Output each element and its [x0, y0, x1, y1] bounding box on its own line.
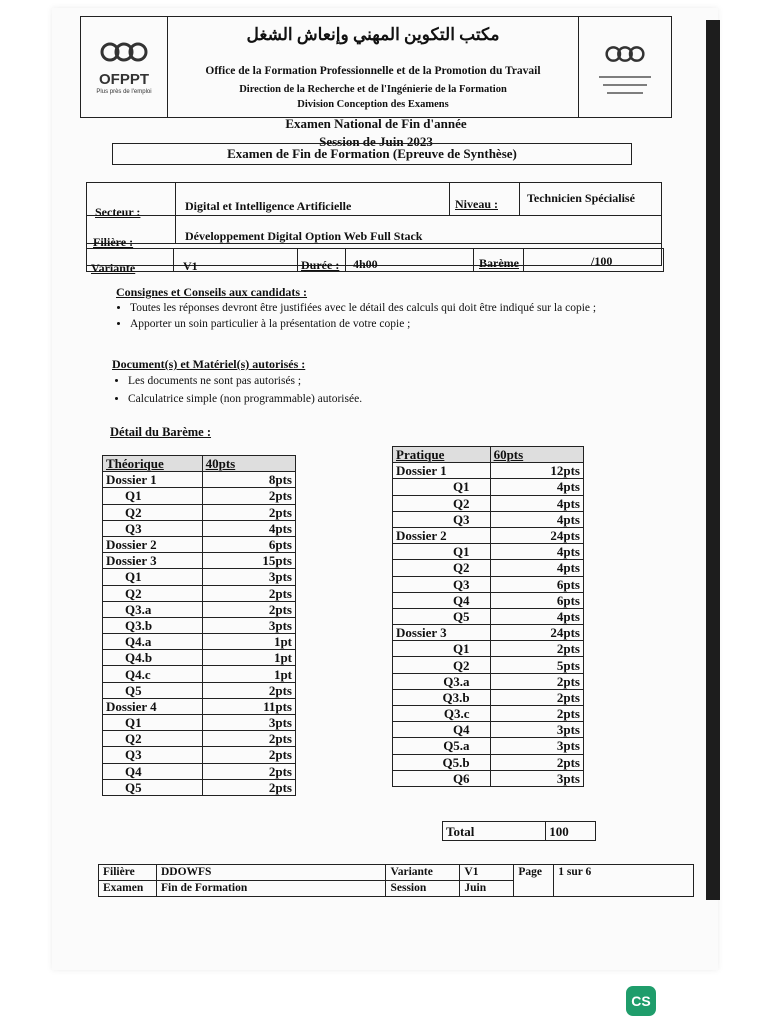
points-value: 3pts — [490, 722, 583, 738]
question-name: Q1 — [103, 569, 203, 585]
points-value: 8pts — [202, 472, 295, 488]
footer-session-value: Juin — [460, 881, 514, 897]
points-value: 2pts — [490, 754, 583, 770]
question-name: Q5.a — [393, 738, 491, 754]
footer-page-value: 1 sur 6 — [554, 865, 694, 897]
secteur-value: Digital et Intelligence Artificielle — [185, 199, 352, 213]
footer-examen-value: Fin de Formation — [156, 881, 386, 897]
points-value: 2pts — [202, 682, 295, 698]
logo-tagline: Plus près de l'emploi — [96, 89, 152, 95]
table-row — [103, 650, 296, 666]
camscanner-badge-icon: CS — [626, 986, 656, 1016]
documents-item-2: • Calculatrice simple (non programmable) autorisée. — [128, 390, 632, 408]
table-row — [103, 698, 296, 714]
header-line-direction: Direction de la Recherche et de l'Ingénierie de la Formation — [239, 84, 507, 95]
table-row — [103, 634, 296, 650]
consignes-item-1: • Toutes les réponses devront être justifiées avec le détail des calculs qui doit être indiqué sur la copie ; — [130, 300, 636, 316]
question-name: Q2 — [103, 731, 203, 747]
question-name: Q3 — [393, 511, 491, 527]
table-row — [393, 560, 584, 576]
points-value: 2pts — [490, 673, 583, 689]
points-value: 4pts — [490, 479, 583, 495]
table-row — [103, 520, 296, 536]
points-value: 1pt — [202, 650, 295, 666]
table-row — [393, 706, 584, 722]
exam-type: Examen de Fin de Formation (Epreuve de Synthèse) — [227, 146, 517, 161]
dossier-name: Dossier 2 — [103, 536, 203, 552]
documents-title: Document(s) et Matériel(s) autorisés : — [112, 357, 306, 371]
table-row — [393, 544, 584, 560]
points-value: 2pts — [202, 731, 295, 747]
table-row — [103, 779, 296, 795]
table-row — [393, 463, 584, 479]
points-value: 3pts — [202, 617, 295, 633]
points-value: 2pts — [202, 488, 295, 504]
table-row — [103, 617, 296, 633]
duree-label: Durée : — [301, 258, 340, 272]
question-name: Q3.b — [393, 689, 491, 705]
header-line-division: Division Conception des Examens — [297, 99, 449, 110]
points-value: 2pts — [490, 641, 583, 657]
points-value: 4pts — [490, 544, 583, 560]
points-value: 6pts — [490, 576, 583, 592]
footer-table — [98, 864, 694, 897]
dossier-name: Dossier 3 — [103, 553, 203, 569]
footer-variante-label: Variante — [386, 865, 460, 881]
bareme-pratique-table — [392, 446, 584, 787]
question-name: Q1 — [103, 715, 203, 731]
question-name: Q4.a — [103, 634, 203, 650]
points-value: 1pt — [202, 666, 295, 682]
question-name: Q3.a — [103, 601, 203, 617]
points-value: 2pts — [202, 763, 295, 779]
table-row — [103, 601, 296, 617]
question-name: Q5.b — [393, 754, 491, 770]
points-value: 4pts — [490, 495, 583, 511]
points-value: 24pts — [490, 625, 583, 641]
exam-title: Examen National de Fin d'année — [285, 116, 467, 131]
points-value: 2pts — [202, 504, 295, 520]
total-table — [442, 821, 596, 841]
question-name: Q3 — [103, 747, 203, 763]
question-name: Q4 — [393, 722, 491, 738]
filiere-label: Filière : — [93, 235, 134, 249]
variante-label: Variante — [91, 261, 136, 275]
question-name: Q6 — [393, 770, 491, 786]
dossier-name: Dossier 1 — [103, 472, 203, 488]
table-row — [103, 747, 296, 763]
niveau-label: Niveau : — [455, 197, 498, 211]
points-value: 2pts — [490, 689, 583, 705]
table-row — [393, 722, 584, 738]
points-value: 1pt — [202, 634, 295, 650]
question-name: Q4 — [103, 763, 203, 779]
question-name: Q3 — [393, 576, 491, 592]
niveau-value: Technicien Spécialisé — [527, 191, 635, 205]
points-value: 12pts — [490, 463, 583, 479]
document-header — [80, 16, 672, 118]
question-name: Q1 — [393, 479, 491, 495]
points-value: 6pts — [202, 536, 295, 552]
bareme-value: /100 — [591, 254, 613, 268]
consignes-section — [116, 285, 636, 332]
documents-item-1: • Les documents ne sont pas autorisés ; — [128, 372, 632, 390]
points-value: 4pts — [490, 511, 583, 527]
ofppt-logo-right-icon — [605, 43, 645, 65]
points-value: 4pts — [490, 608, 583, 624]
points-value: 4pts — [202, 520, 295, 536]
table-row — [393, 689, 584, 705]
exam-session: Session de Juin 2023 — [319, 134, 433, 149]
question-name: Q5 — [103, 682, 203, 698]
table-row — [393, 754, 584, 770]
ofppt-logo-right — [578, 17, 671, 117]
points-value: 2pts — [202, 601, 295, 617]
documents-section — [112, 357, 632, 408]
ofppt-logo-icon — [100, 39, 148, 65]
question-name: Q1 — [393, 641, 491, 657]
dossier-name: Dossier 3 — [393, 625, 491, 641]
points-value: 11pts — [202, 698, 295, 714]
dossier-name: Dossier 1 — [393, 463, 491, 479]
bareme-theorique-table — [102, 455, 296, 796]
points-value: 15pts — [202, 553, 295, 569]
section-points: 60pts — [490, 447, 583, 463]
question-name: Q1 — [393, 544, 491, 560]
table-row — [103, 731, 296, 747]
question-name: Q4 — [393, 592, 491, 608]
arabic-title: مكتب التكوين المهني وإنعاش الشغل — [246, 25, 500, 44]
header-line-office: Office de la Formation Professionnelle et de la Promotion du Travail — [205, 65, 541, 77]
points-value: 24pts — [490, 527, 583, 543]
table-row — [393, 576, 584, 592]
table-row — [103, 472, 296, 488]
table-row — [103, 585, 296, 601]
points-value: 3pts — [490, 738, 583, 754]
bareme-pratique-header — [393, 447, 584, 463]
table-row — [393, 592, 584, 608]
logo-text: OFPPT — [98, 71, 149, 88]
question-name: Q3 — [103, 520, 203, 536]
question-name: Q5 — [393, 608, 491, 624]
question-name: Q3.c — [393, 706, 491, 722]
question-name: Q2 — [103, 504, 203, 520]
filiere-value: Développement Digital Option Web Full Stack — [185, 229, 423, 243]
dossier-name: Dossier 4 — [103, 698, 203, 714]
bareme-title: Détail du Barème : — [110, 425, 212, 439]
bareme-theorique-header — [103, 456, 296, 472]
consignes-title: Consignes et Conseils aux candidats : — [116, 285, 308, 299]
question-name: Q2 — [393, 495, 491, 511]
footer-examen-label: Examen — [99, 881, 157, 897]
table-row — [393, 657, 584, 673]
table-row — [103, 504, 296, 520]
points-value: 3pts — [490, 770, 583, 786]
arabic-seal-lettering-icon — [595, 71, 655, 101]
footer-session-label: Session — [386, 881, 460, 897]
points-value: 3pts — [202, 715, 295, 731]
footer-filiere-value: DDOWFS — [156, 865, 386, 881]
section-points: 40pts — [202, 456, 295, 472]
table-row — [393, 495, 584, 511]
total-value: 100 — [546, 822, 596, 841]
question-name: Q3.a — [393, 673, 491, 689]
total-label: Total — [443, 822, 546, 841]
table-row — [103, 488, 296, 504]
consignes-item-2: • Apporter un soin particulier à la présentation de votre copie ; — [130, 316, 636, 332]
question-name: Q5 — [103, 779, 203, 795]
table-row — [103, 682, 296, 698]
points-value: 2pts — [490, 706, 583, 722]
points-value: 3pts — [202, 569, 295, 585]
secteur-label: Secteur : — [95, 205, 141, 219]
exam-type-box — [112, 143, 632, 165]
points-value: 4pts — [490, 560, 583, 576]
table-row — [103, 553, 296, 569]
table-row — [103, 666, 296, 682]
dossier-name: Dossier 2 — [393, 527, 491, 543]
question-name: Q4.c — [103, 666, 203, 682]
duree-value: 4h00 — [353, 257, 378, 271]
section-name: Théorique — [103, 456, 203, 472]
question-name: Q2 — [393, 657, 491, 673]
variante-value: V1 — [183, 259, 198, 273]
footer-page-label: Page — [514, 865, 554, 897]
question-name: Q3.b — [103, 617, 203, 633]
table-row — [393, 770, 584, 786]
bareme-label: Barème — [479, 256, 519, 270]
ofppt-logo-left — [81, 17, 168, 117]
table-row — [393, 673, 584, 689]
table-row — [103, 715, 296, 731]
question-name: Q1 — [103, 488, 203, 504]
table-row — [393, 625, 584, 641]
table-row — [393, 608, 584, 624]
question-name: Q4.b — [103, 650, 203, 666]
variante-row — [86, 248, 664, 275]
question-name: Q2 — [103, 585, 203, 601]
footer-filiere-label: Filière — [99, 865, 157, 881]
page-edge-shadow — [706, 20, 720, 900]
table-row — [393, 738, 584, 754]
question-name: Q2 — [393, 560, 491, 576]
table-row — [393, 641, 584, 657]
points-value: 2pts — [202, 747, 295, 763]
points-value: 5pts — [490, 657, 583, 673]
table-row — [103, 763, 296, 779]
table-row — [393, 479, 584, 495]
points-value: 2pts — [202, 585, 295, 601]
table-row — [103, 536, 296, 552]
footer-variante-value: V1 — [460, 865, 514, 881]
table-row — [393, 511, 584, 527]
table-row — [103, 569, 296, 585]
section-name: Pratique — [393, 447, 491, 463]
points-value: 2pts — [202, 779, 295, 795]
points-value: 6pts — [490, 592, 583, 608]
table-row — [393, 527, 584, 543]
